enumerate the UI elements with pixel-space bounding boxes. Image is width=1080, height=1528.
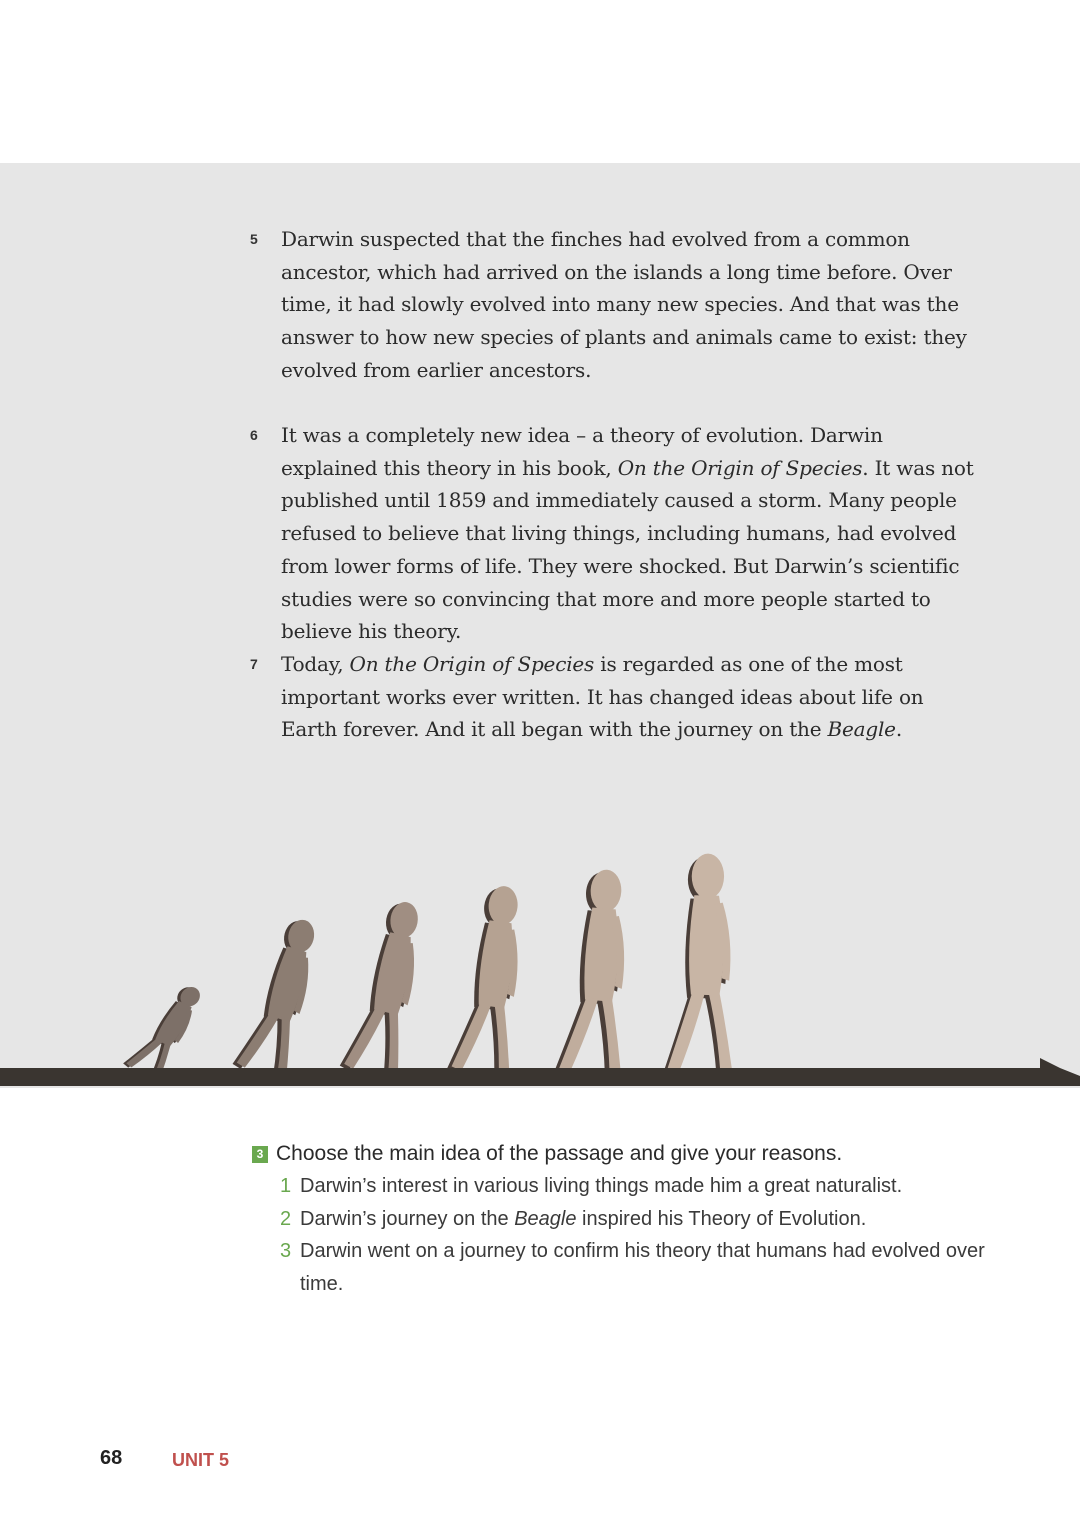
- option-2: [252, 1203, 1012, 1236]
- paragraph-6: [250, 419, 980, 648]
- figure-5: [554, 866, 634, 1079]
- figure-1: [122, 977, 210, 1082]
- task-3: [252, 1138, 1012, 1300]
- task-number-badge: 3: [252, 1146, 268, 1163]
- paragraph-7: [250, 648, 980, 746]
- paragraph-text: [281, 223, 980, 387]
- paragraph-number: 7: [250, 656, 258, 672]
- figure-6: [663, 853, 737, 1078]
- paragraph-number: 6: [250, 427, 258, 443]
- paragraph-text: [281, 419, 980, 648]
- ground-line: [0, 1068, 1080, 1086]
- task-title-text: Choose the main idea of the passage and give your reasons.: [276, 1142, 843, 1165]
- paragraph-5: [250, 223, 980, 387]
- figure-4: [447, 881, 531, 1080]
- italic-title: On the Origin of Species: [617, 455, 863, 480]
- option-number: 3: [280, 1240, 292, 1262]
- evolution-illustration: [0, 830, 1080, 1090]
- option-1: [252, 1170, 1012, 1203]
- italic-title: Beagle: [827, 717, 896, 742]
- page-number: 68: [100, 1447, 123, 1469]
- italic-title: On the Origin of Species: [349, 652, 595, 676]
- italic-title: Beagle: [514, 1207, 577, 1230]
- option-number: 1: [280, 1175, 292, 1197]
- option-number: 2: [280, 1207, 292, 1230]
- figure-2: [232, 910, 327, 1083]
- task-title: [252, 1138, 1012, 1170]
- text-run: is regarded as one of the most important works ever written. It has changed ideas about life on Earth forever. And it all began with the journey on the: [281, 652, 924, 742]
- paragraph-text: [281, 648, 980, 746]
- text-run: Darwin suspected that the finches had evolved from a common ancestor, which had arrived on the islands a long time before. Over time, it had slowly evolved into many new species. And that was the answer to how new species of plants and animals came to exist: they evolved from earlier ancestors.: [281, 227, 967, 382]
- option-text: [300, 1208, 866, 1230]
- text-run: Today,: [281, 652, 350, 676]
- text-run: Darwin’s journey on the: [300, 1207, 515, 1230]
- unit-label: UNIT 5: [172, 1450, 230, 1470]
- text-run: . It was not published until 1859 and immediately caused a storm. Many people refused to believe that living things, including humans, had evolved from lower forms of life. They were shocked. But Darwin’s scientific studies were so convincing that more and more people started to believe his theory.: [281, 455, 974, 644]
- figure-3: [339, 894, 431, 1082]
- paragraph-number: 5: [250, 231, 258, 247]
- text-run: inspired his Theory of Evolution.: [576, 1207, 867, 1230]
- text-run: Darwin’s interest in various living things made him a great naturalist.: [300, 1175, 903, 1197]
- option-text: [300, 1175, 902, 1197]
- option-text: [300, 1240, 985, 1295]
- text-run: .: [895, 717, 902, 742]
- text-run: Darwin went on a journey to confirm his theory that humans had evolved over time.: [300, 1240, 985, 1295]
- text-run: It was a completely new idea – a theory of evolution. Darwin explained this theory in his book,: [281, 423, 883, 480]
- option-3: [252, 1235, 1012, 1300]
